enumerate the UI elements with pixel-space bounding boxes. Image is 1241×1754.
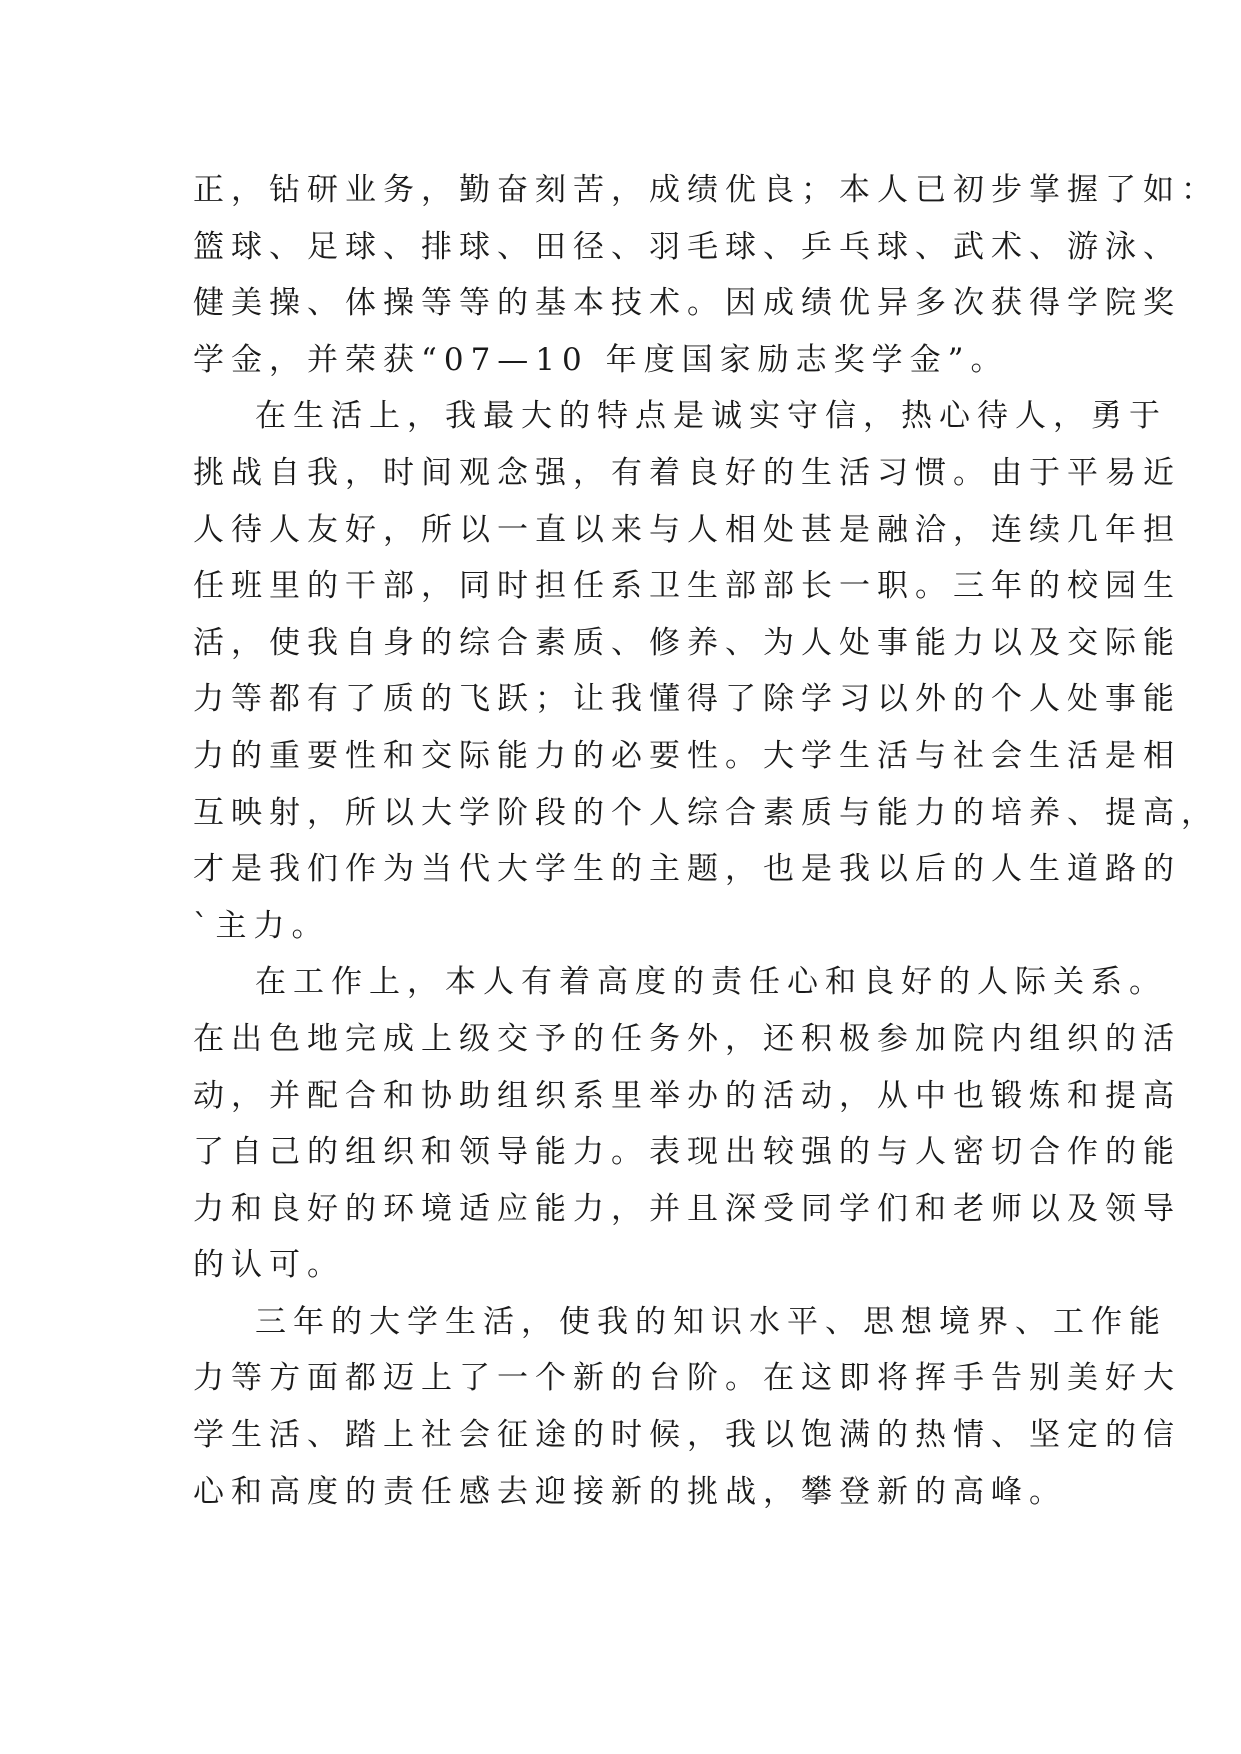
text-line: 挑战自我，时间观念强，有着良好的生活习惯。由于平易近 (193, 454, 1181, 491)
text-line: 人待人友好，所以一直以来与人相处甚是融洽，连续几年担 (193, 511, 1181, 548)
text-line: 力等都有了质的飞跃；让我懂得了除学习以外的个人处事能 (193, 681, 1181, 718)
text-line: 任班里的干部，同时担任系卫生部部长一职。三年的校园生 (193, 568, 1181, 605)
text-line: 了自己的组织和领导能力。表现出较强的与人密切合作的能 (193, 1134, 1181, 1171)
text-line: 力等方面都迈上了一个新的台阶。在这即将挥手告别美好大 (193, 1360, 1181, 1397)
document-body (193, 162, 1219, 1520)
text-line: 学金，并荣获“07—10 年度国家励志奖学金”。 (193, 341, 1009, 378)
text-line: 力的重要性和交际能力的必要性。大学生活与社会生活是相 (193, 737, 1181, 774)
text-line: 学生活、踏上社会征途的时候，我以饱满的热情、坚定的信 (193, 1417, 1181, 1454)
paragraph-first-line: 在工作上，本人有着高度的责任心和良好的人际关系。 (255, 964, 1167, 1001)
text-line: 互映射，所以大学阶段的个人综合素质与能力的培养、提高， (193, 794, 1219, 831)
text-line: 篮球、足球、排球、田径、羽毛球、乒乓球、武术、游泳、 (193, 228, 1181, 265)
paragraph-first-line: 三年的大学生活，使我的知识水平、思想境界、工作能 (255, 1303, 1167, 1340)
text-line: 心和高度的责任感去迎接新的挑战，攀登新的高峰。 (193, 1473, 1067, 1510)
paragraph-first-line: 在生活上，我最大的特点是诚实守信，热心待人，勇于 (255, 398, 1167, 435)
text-line: 动，并配合和协助组织系里举办的活动，从中也锻炼和提高 (193, 1077, 1181, 1114)
text-line: 正，钻研业务，勤奋刻苦，成绩优良；本人已初步掌握了如： (193, 172, 1219, 208)
text-line: 健美操、体操等等的基本技术。因成绩优异多次获得学院奖 (193, 285, 1181, 322)
text-line: 力和良好的环境适应能力，并且深受同学们和老师以及领导 (193, 1190, 1181, 1227)
text-line: 的认可。 (193, 1247, 345, 1284)
text-line: `主力。 (193, 907, 330, 944)
text-line: 活，使我自身的综合素质、修养、为人处事能力以及交际能 (193, 624, 1181, 661)
text-line: 才是我们作为当代大学生的主题，也是我以后的人生道路的 (193, 851, 1181, 888)
text-line: 在出色地完成上级交予的任务外，还积极参加院内组织的活 (193, 1020, 1181, 1057)
